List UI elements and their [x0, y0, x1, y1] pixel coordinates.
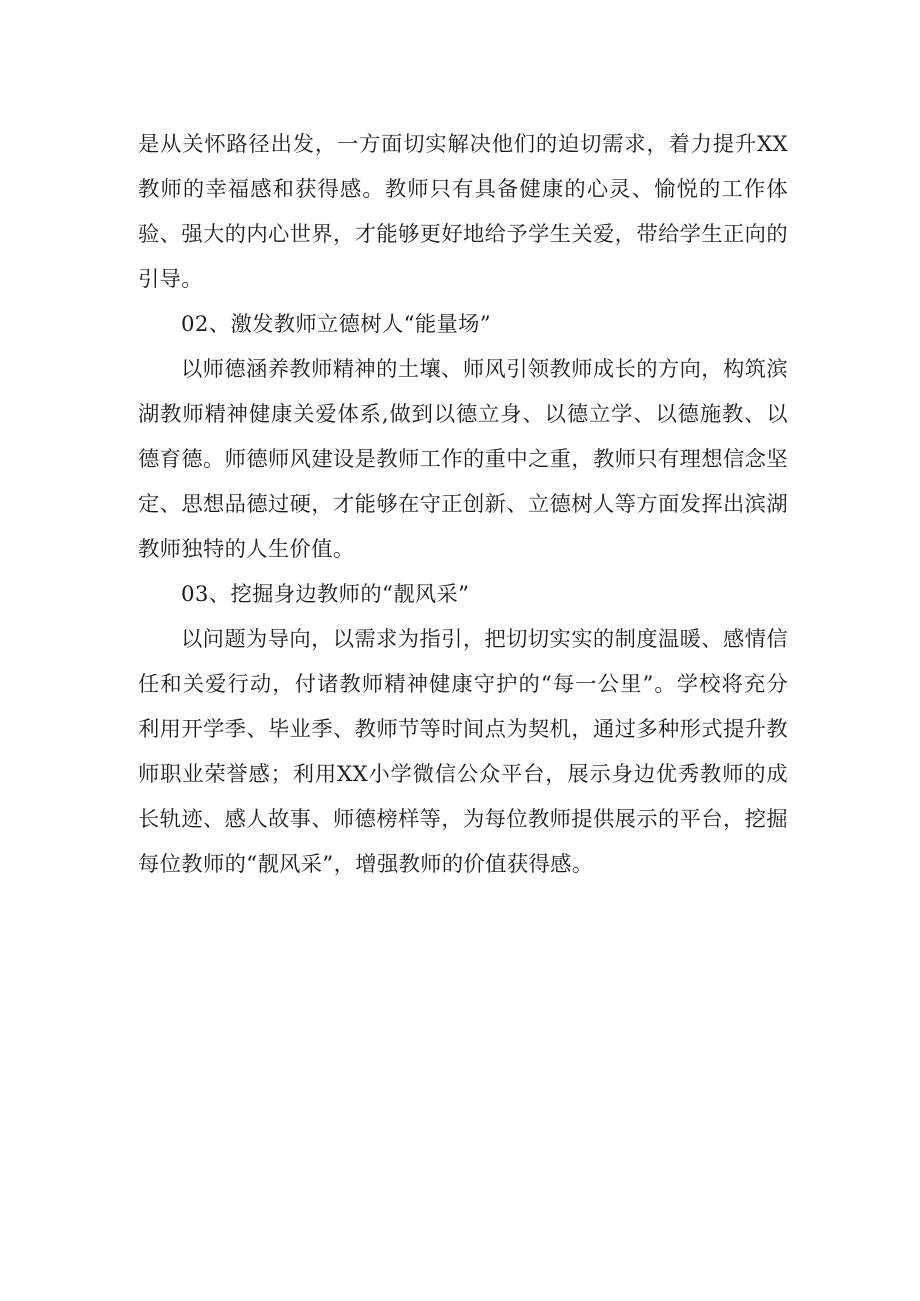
- document-body: [138, 122, 788, 887]
- paragraph-intro-continuation: 是从关怀路径出发，一方面切实解决他们的迫切需求，着力提升XX教师的幸福感和获得感。教师只有具备健康的心灵、愉悦的工作体验、强大的内心世界，才能够更好地给予学生关爱，带给学生正向的引导。: [138, 132, 788, 292]
- section-heading-03: 03、挖掘身边教师的“靓风采”: [181, 582, 470, 607]
- section-heading-02: 02、激发教师立德树人“能量场”: [181, 312, 492, 337]
- paragraph-section-02: 以师德涵养教师精神的土壤、师风引领教师成长的方向，构筑滨湖教师精神健康关爱体系,做到以德立身、以德立学、以德施教、以德育德。师德师风建设是教师工作的重中之重，教师只有理想信念坚定、思想品德过硬，才能够在守正创新、立德树人等方面发挥出滨湖教师独特的人生价值。: [138, 357, 788, 562]
- paragraph-section-03: 以问题为导向，以需求为指引，把切切实实的制度温暖、感情信任和关爱行动，付诸教师精神健康守护的“每一公里”。学校将充分利用开学季、毕业季、教师节等时间点为契机，通过多种形式提升教师职业荣誉感；利用XX小学微信公众平台，展示身边优秀教师的成长轨迹、感人故事、师德榜样等，为每位教师提供展示的平台，挖掘每位教师的“靓风采”，增强教师的价值获得感。: [138, 627, 788, 877]
